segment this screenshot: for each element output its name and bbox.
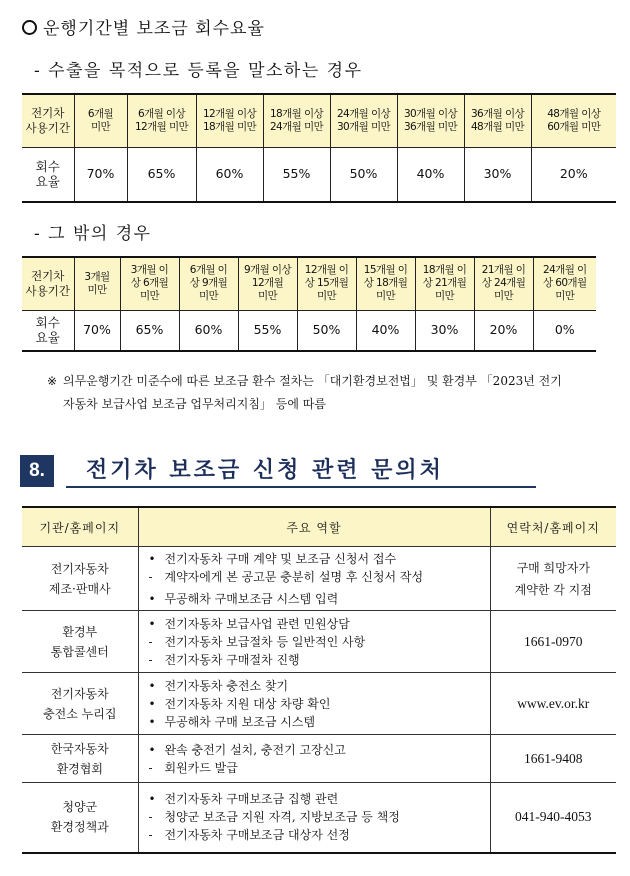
recovery-rate-table-other xyxy=(22,256,596,352)
period-cell: 6개월 이 상 9개월 미만 xyxy=(179,257,238,310)
rate-cell: 20% xyxy=(474,310,533,351)
period-cell: 6개월 미만 xyxy=(74,94,127,147)
roles-cell: • 전기자동차 구매보조금 집행 관련 - 청양군 보조금 지원 자격, 지방보조금 등 책정 - 전기자동차 구매보조금 대상자 선정 xyxy=(138,783,490,853)
subheading-export: - 수출을 목적으로 등록을 말소하는 경우 xyxy=(34,61,363,81)
contact-cell: 1661-9408 xyxy=(490,735,616,783)
period-cell: 24개월 이상 30개월 미만 xyxy=(330,94,397,147)
period-cell: 9개월 이상 12개월 미만 xyxy=(238,257,297,310)
table-row xyxy=(22,673,616,735)
org-cell: 청양군 환경정책과 xyxy=(22,783,138,853)
period-cell: 6개월 이상 12개월 미만 xyxy=(127,94,196,147)
rate-cell: 30% xyxy=(464,147,531,202)
rate-cell: 60% xyxy=(179,310,238,351)
rate-cell: 50% xyxy=(330,147,397,202)
contact-cell: 1661-0970 xyxy=(490,611,616,673)
contact-table xyxy=(22,506,616,854)
section-heading xyxy=(22,14,265,39)
period-cell: 15개월 이 상 18개월 미만 xyxy=(356,257,415,310)
roles-cell: • 전기자동차 구매 계약 및 보조금 신청서 접수 - 계약자에게 본 공고문 충분히 설명 후 신청서 작성 • 무공해차 구매보조금 시스템 입력 xyxy=(138,547,490,611)
rate-cell: 65% xyxy=(127,147,196,202)
table-header-period: 전기차 사용기간 xyxy=(22,257,74,310)
website-link[interactable]: www.ev.or.kr xyxy=(490,673,616,735)
period-cell: 18개월 이상 24개월 미만 xyxy=(263,94,330,147)
rate-cell: 40% xyxy=(397,147,464,202)
section-8-number-badge: 8. xyxy=(20,455,54,487)
period-cell: 3개월 미만 xyxy=(74,257,120,310)
roles-cell: • 전기자동차 보급사업 관련 민원상담 - 전기자동차 보급절차 등 일반적인 사항 - 전기자동차 구매절차 진행 xyxy=(138,611,490,673)
rate-cell: 50% xyxy=(297,310,356,351)
table-row xyxy=(22,735,616,783)
org-cell: 전기자동차 제조·판매사 xyxy=(22,547,138,611)
roles-cell: • 전기자동차 충전소 찾기 • 전기자동차 지원 대상 차량 확인 • 무공해차 구매 보조금 시스템 xyxy=(138,673,490,735)
column-header-contact: 연락처/홈페이지 xyxy=(490,507,616,547)
recovery-rate-table-export xyxy=(22,93,616,203)
contact-cell: 구매 희망자가 계약한 각 지점 xyxy=(490,547,616,611)
rate-cell: 55% xyxy=(263,147,330,202)
circle-bullet-icon xyxy=(22,20,37,35)
note-line-1: 의무운행기간 미준수에 따른 보조금 환수 절차는 「대기환경보전법」 및 환경부 「2023년 전기 xyxy=(63,374,562,388)
org-cell: 한국자동차 환경협회 xyxy=(22,735,138,783)
period-cell: 30개월 이상 36개월 미만 xyxy=(397,94,464,147)
period-cell: 18개월 이 상 21개월 미만 xyxy=(415,257,474,310)
period-cell: 21개월 이 상 24개월 미만 xyxy=(474,257,533,310)
rate-cell: 70% xyxy=(74,310,120,351)
legal-note xyxy=(47,370,607,416)
roles-cell: • 완속 충전기 설치, 충전기 고장신고 - 회원카드 발급 xyxy=(138,735,490,783)
period-cell: 12개월 이 상 15개월 미만 xyxy=(297,257,356,310)
period-cell: 3개월 이 상 6개월 미만 xyxy=(120,257,179,310)
rate-cell: 65% xyxy=(120,310,179,351)
rate-cell: 55% xyxy=(238,310,297,351)
table-row xyxy=(22,783,616,853)
rate-cell: 40% xyxy=(356,310,415,351)
section-title: 운행기간별 보조금 회수요율 xyxy=(43,19,265,39)
table-row xyxy=(22,611,616,673)
contact-cell: 041-940-4053 xyxy=(490,783,616,853)
table-header-rate: 회수 요율 xyxy=(22,310,74,351)
period-cell: 48개월 이상 60개월 미만 xyxy=(531,94,616,147)
column-header-role: 주요 역할 xyxy=(138,507,490,547)
rate-cell: 20% xyxy=(531,147,616,202)
column-header-org: 기관/홈페이지 xyxy=(22,507,138,547)
note-mark: ※ xyxy=(47,374,58,388)
org-cell: 전기자동차 충전소 누리집 xyxy=(22,673,138,735)
subheading-other: - 그 밖의 경우 xyxy=(34,224,152,244)
table-header-period: 전기차 사용기간 xyxy=(22,94,74,147)
table-row xyxy=(22,547,616,611)
note-line-2: 자동차 보급사업 보조금 업무처리지침」 등에 따름 xyxy=(63,397,326,411)
rate-cell: 60% xyxy=(196,147,263,202)
period-cell: 12개월 이상 18개월 미만 xyxy=(196,94,263,147)
rate-cell: 70% xyxy=(74,147,127,202)
period-cell: 36개월 이상 48개월 미만 xyxy=(464,94,531,147)
section-8-title: 전기차 보조금 신청 관련 문의처 xyxy=(86,458,444,483)
rate-cell: 30% xyxy=(415,310,474,351)
rate-cell: 0% xyxy=(533,310,596,351)
org-cell: 환경부 통합콜센터 xyxy=(22,611,138,673)
table-header-rate: 회수 요율 xyxy=(22,147,74,202)
section-8-underline xyxy=(66,486,536,488)
period-cell: 24개월 이 상 60개월 미만 xyxy=(533,257,596,310)
